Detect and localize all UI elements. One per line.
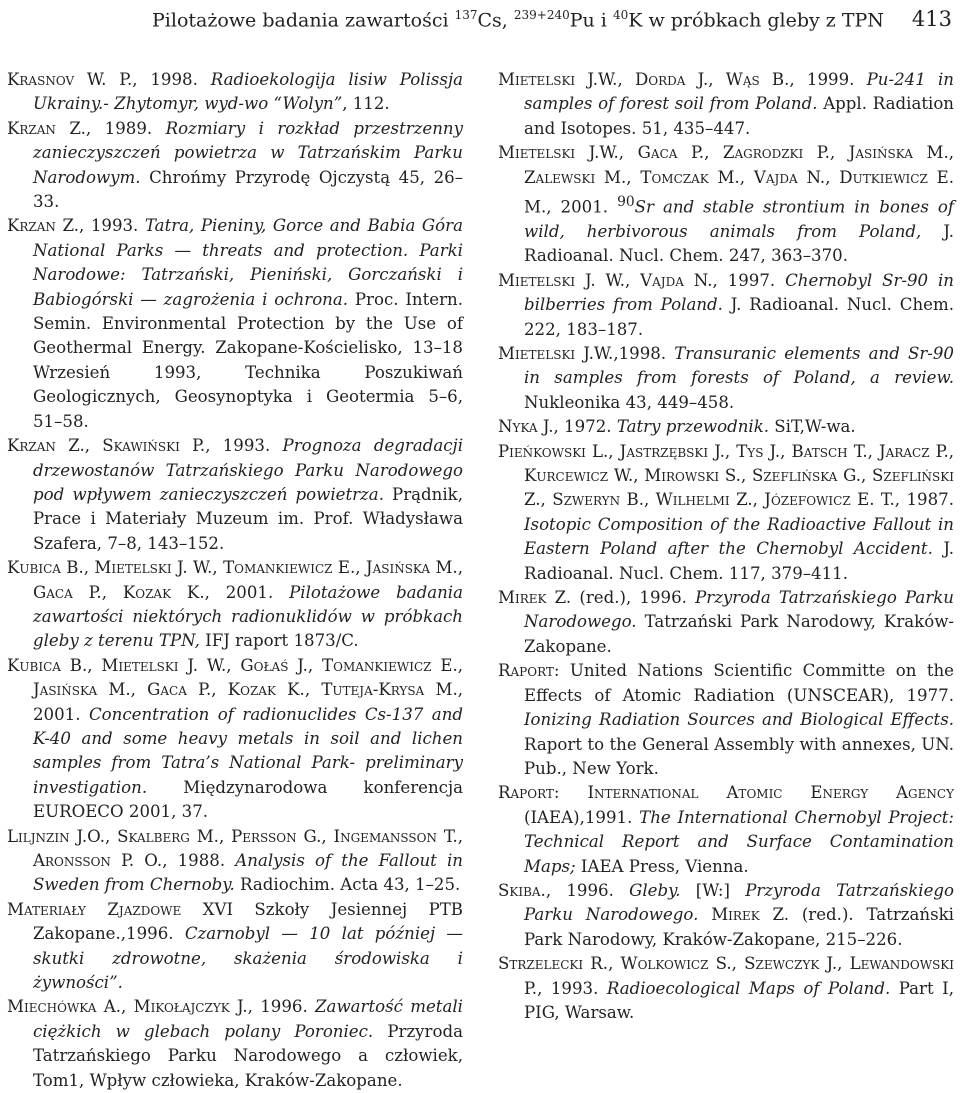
reference-authors: Mirek Z. (498, 588, 572, 608)
reference-title: Transuranic elements and Sr-90 in samples from forests of Poland, a review. (524, 344, 954, 388)
reference-entry (7, 654, 463, 825)
reference-title: Chernobyl Sr-90 in bilberries from Poland. (524, 270, 954, 315)
reference-text: , 2001. (204, 582, 290, 602)
reference-text: Raport to the General Assembly with annexes, UN. Pub., New York. (524, 734, 954, 778)
reference-authors: Raport (498, 783, 554, 803)
reference-title: Przyroda Tatrzańskiego Parku Narodowego. (524, 588, 954, 632)
reference-title: Radioecological Maps of Poland. (606, 978, 891, 998)
reference-authors: Krzan Z., Skawiński P. (7, 436, 206, 456)
pu-mass-number: 239+240 (513, 8, 570, 22)
reference-title: Przyroda Tatrzańskiego Parku Narodowego. (524, 880, 954, 925)
reference-column-left (7, 68, 463, 1093)
reference-text: Chrońmy Przyrodę Ojczystą 45, 26–33. (33, 167, 463, 212)
reference-text: IFJ raport 1873/C. (199, 631, 359, 651)
reference-text: (IAEA),1991. (524, 807, 640, 827)
reference-text: (red.). Tatrzański Park Narodowy, Kraków-Zakopane, 215–226. (524, 905, 954, 949)
reference-entry (498, 415, 954, 439)
reference-text: , 1993. (205, 436, 283, 456)
pu-symbol: Pu i (569, 9, 613, 32)
reference-text: Międzynarodowa konferencja EUROECO 2001, 37. (33, 777, 463, 822)
reference-column-right (498, 68, 954, 1025)
reference-title: Gleby. (629, 880, 681, 900)
reference-text: J. Radioanal. Nucl. Chem. 117, 379–411. (524, 539, 954, 583)
running-header (0, 0, 960, 40)
reference-authors: Strzelecki R., Wolkowicz S., Szewczyk J., Lewandowski P. (498, 954, 954, 998)
reference-text: IAEA Press, Vienna. (575, 856, 749, 876)
reference-text: , 1989. (85, 118, 166, 138)
reference-authors: Materiały Zjazdowe (7, 899, 182, 919)
reference-text (698, 905, 711, 924)
reference-text: , 1999. (789, 70, 867, 89)
reference-entry (7, 214, 463, 434)
reference-entry (7, 68, 463, 117)
reference-entry (498, 781, 954, 879)
reference-text: , 1972. (553, 417, 617, 437)
reference-title: Zawartość metali ciężkich w glebach polany Poroniec. (33, 997, 463, 1041)
reference-text: , 1993. (79, 216, 145, 236)
reference-text: , 1993. (537, 978, 607, 998)
reference-authors: Pieńkowski L., Jastrzębski J., Tys J., Batsch T., Jaracz P., Kurcewicz W., Mirowski S., Szeflińska G., Szefliński Z., Szweryn B., Wilhelmi Z., Józefowicz E. T. (498, 441, 954, 510)
reference-title: Prognoza degradacji drzewostanów Tatrzańskiego Parku Narodowego pod wpływem zanieczyszczeń powietrza. (33, 436, 464, 504)
reference-text: Part I, PIG, Warsaw. (524, 978, 954, 1022)
reference-text: J. Radioanal. Nucl. Chem. 222, 183–187. (524, 295, 954, 339)
reference-title: Tatry przewodnik. (616, 417, 770, 437)
reference-text: J. Radioanal. Nucl. Chem. 247, 363–370. (524, 221, 954, 266)
reference-authors: Mietelski J.W., Dorda J., Wąs B. (498, 70, 790, 89)
title-text: Pilotażowe badania zawartości (152, 9, 455, 32)
reference-entry (7, 556, 463, 654)
reference-entry (498, 952, 954, 1025)
reference-title: Pilotażowe badania zawartości niektórych radionuklidów w próbkach gleby z terenu TPN, (33, 582, 463, 651)
reference-text: ,1998. (613, 344, 675, 363)
cs-symbol: Cs, (477, 9, 514, 32)
reference-title: Czarnobyl — 10 lat później — skutki zdrowotne, skażenia środowiska i żywności”. (33, 924, 463, 993)
reference-text: Tatrzański Park Narodowy, Kraków-Zakopane. (524, 612, 954, 656)
reference-authors: Mietelski J. W., Vajda N. (498, 270, 713, 290)
reference-authors: Raport (498, 661, 554, 681)
reference-text: Appl. Radiation and Isotopes. 51, 435–447. (524, 94, 954, 138)
reference-entry (7, 898, 463, 996)
reference-title: Ionizing Radiation Sources and Biological Effects. (524, 710, 954, 730)
reference-authors: Miechówka A., Mikołajczyk J. (7, 997, 248, 1017)
reference-text: : (553, 783, 588, 803)
reference-entry (7, 825, 463, 898)
reference-entry (498, 68, 954, 141)
reference-title: The International Chernobyl Project: Technical Report and Surface Contamination Maps; (524, 807, 954, 876)
reference-title: Concentration of radionuclides Cs-137 and K-40 and some heavy metals in soil and lichen samples from Tatra’s National Park- preliminary investigation. (33, 704, 464, 797)
reference-entry (498, 141, 954, 269)
cs-mass-number: 137 (454, 8, 478, 22)
reference-entry (498, 440, 954, 586)
reference-entry (498, 342, 954, 415)
reference-text: Przyroda Tatrzańskiego Parku Narodowego a człowiek, Tom1, Wpływ człowieka, Kraków-Zakopane. (33, 1021, 463, 1090)
reference-authors: Mietelski J.W. (498, 344, 614, 363)
reference-text: , 112. (342, 94, 390, 114)
reference-text: SiT,W-wa. (769, 417, 856, 437)
page-number: 413 (911, 7, 952, 31)
reference-authors: Liljnzin J.O., Skalberg M., Persson G., Ingemansson T., Aronsson P. O. (7, 826, 463, 870)
reference-entry (7, 434, 463, 556)
reference-text: , 1996. (545, 880, 630, 900)
reference-text: , 1987. (894, 490, 954, 510)
reference-text: Prądnik, Prace i Materiały Muzeum im. Prof. Władysława Szafera, 7–8, 143–152. (33, 484, 463, 553)
reference-text: XVI Szkoły Jesiennej PTB Zakopane.,1996. (33, 899, 463, 944)
reference-title: Pu-241 in samples of forest soil from Poland. (524, 70, 954, 114)
reference-entry (7, 117, 463, 215)
running-title (152, 8, 884, 31)
reference-authors: Nyka J. (498, 417, 554, 437)
reference-text: , 2001. (546, 197, 618, 217)
reference-text: [W:] (680, 880, 746, 900)
reference-title: Sr and stable strontium in bones of wild, herbivorous animals from Poland, (524, 197, 954, 241)
reference-authors: Krzan Z. (7, 118, 86, 138)
reference-authors: Mietelski J.W., Gaca P., Zagrodzki P., Jasińska M., Zalewski M., Tomczak M., Vajda N., Dutkiewicz E. M. (498, 143, 954, 217)
reference-entry (498, 586, 954, 659)
reference-authors: Skiba. (498, 880, 546, 900)
reference-text: , 1988. (162, 851, 236, 870)
reference-text: , 1996. (247, 997, 316, 1017)
reference-title: Tatra, Pieniny, Gorce and Babia Góra National Parks — threats and protection. Parki Narodowe: Tatrzański, Pieniński, Gorczański i Babiogórski — zagrożenia i ochrona. (33, 216, 463, 309)
title-rest: K w próbkach gleby z TPN (628, 9, 884, 32)
isotope-mass-number: 90 (617, 194, 635, 211)
reference-title: Analysis of the Fallout in Sweden from Chernoby. (33, 851, 463, 895)
reference-authors: International Atomic Energy Agency (587, 783, 954, 803)
reference-title: Radioekologija lisiw Polissja Ukrainy.- Zhytomyr, wyd-wo “Wolyn” (33, 70, 463, 114)
k-mass-number: 40 (612, 8, 629, 22)
reference-title: Isotopic Composition of the Radioactive Fallout in Eastern Poland after the Chernobyl Accident. (524, 514, 954, 559)
reference-text: , 2001. (33, 680, 463, 724)
reference-entry (498, 269, 954, 342)
reference-text: : United Nations Scientific Committe on the Effects of Atomic Radiation (UNSCEAR), 1977. (524, 661, 954, 705)
reference-text: Radiochim. Acta 43, 1–25. (234, 875, 461, 895)
reference-entry (498, 659, 954, 781)
reference-text: (red.), 1996. (571, 588, 696, 608)
reference-text: Proc. Intern. Semin. Environmental Protection by the Use of Geothermal Energy. Zakopane-Kościelisko, 13–18 Wrzesień 1993, Technika Poszukiwań Geologicznych, Geosynoptyka i Geotermia 5–6, 51–58. (33, 289, 463, 431)
reference-text: , 1998. (132, 70, 211, 89)
reference-authors: Krasnov W. P. (7, 70, 133, 89)
reference-text: , 1997. (712, 270, 786, 290)
reference-title: Rozmiary i rozkład przestrzenny zanieczyszczeń powietrza w Tatrzańskim Parku Narodowym. (33, 118, 463, 187)
reference-text: Nukleonika 43, 449–458. (524, 392, 735, 412)
reference-authors: Kubica B., Mietelski J. W., Tomankiewicz E., Jasińska M., Gaca P., Kozak K. (7, 558, 463, 602)
reference-entry (498, 879, 954, 952)
reference-authors: Krzan Z. (7, 216, 79, 236)
reference-entry (7, 995, 463, 1093)
reference-authors: Kubica B., Mietelski J. W., Gołaś J., Tomankiewicz E., Jasińska M., Gaca P., Kozak K., Tuteja-Krysa M. (7, 655, 463, 700)
reference-authors: Mirek Z. (711, 905, 790, 925)
